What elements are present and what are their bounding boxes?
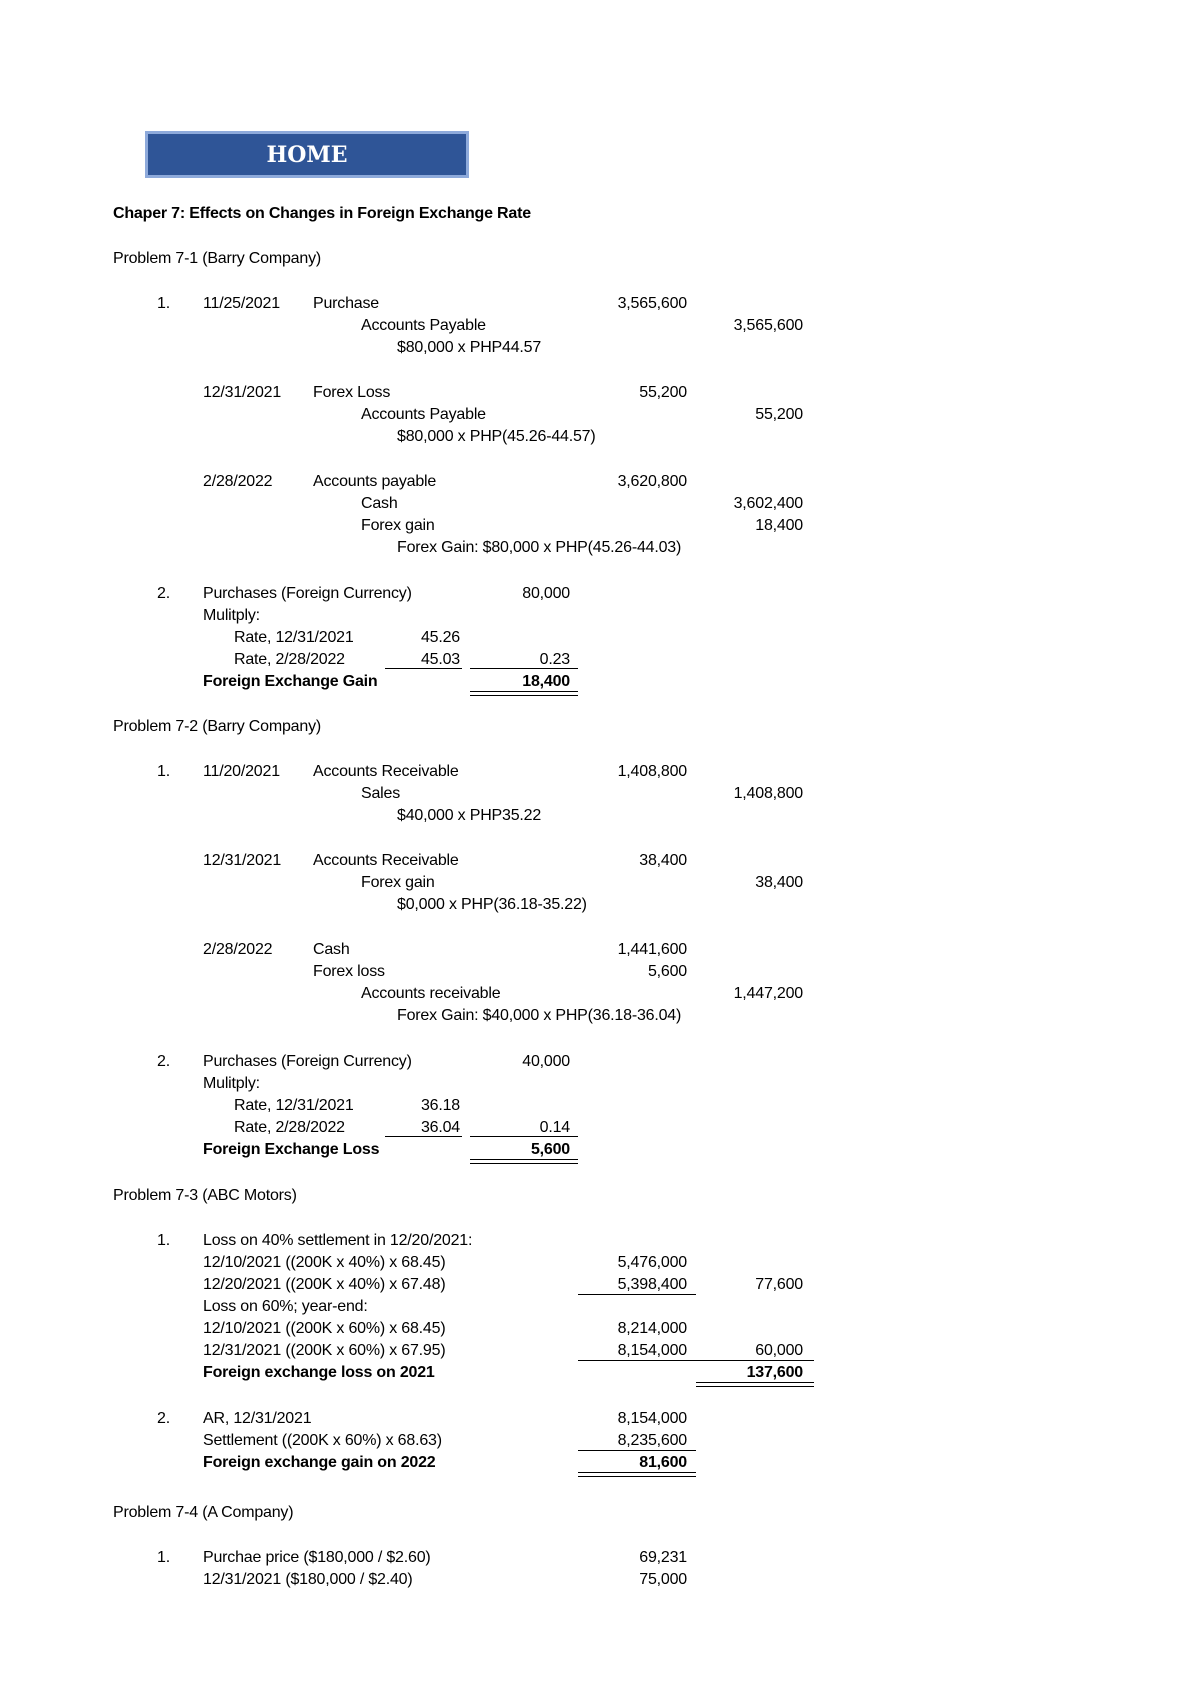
computation-amount: 8,154,000 — [617, 1342, 687, 1359]
underline — [696, 1360, 814, 1361]
credit-amount: 18,400 — [755, 517, 803, 534]
underline — [385, 1136, 462, 1137]
computation-amount: 8,214,000 — [617, 1320, 687, 1337]
debit-amount: 1,408,800 — [617, 763, 687, 780]
credit-amount: 55,200 — [755, 406, 803, 423]
computation-label: 12/10/2021 ((200K x 60%) x 68.45) — [203, 1320, 446, 1337]
debit-account: Purchase — [313, 295, 379, 312]
debit-amount: 3,565,600 — [617, 295, 687, 312]
computation-label: 12/10/2021 ((200K x 40%) x 68.45) — [203, 1254, 446, 1271]
debit-amount: 3,620,800 — [617, 473, 687, 490]
debit-account: Forex Loss — [313, 384, 391, 401]
multiply-label: Mulitply: — [203, 607, 260, 624]
item-number: 1. — [157, 763, 170, 780]
debit-amount: 5,600 — [647, 963, 687, 980]
item-number: 2. — [157, 585, 170, 602]
computation-amount: 5,476,000 — [617, 1254, 687, 1271]
credit-account: Cash — [361, 495, 398, 512]
entry-note: $40,000 x PHP35.22 — [397, 807, 542, 824]
problem-7-3-title: Problem 7-3 (ABC Motors) — [113, 1187, 297, 1204]
computation-label: AR, 12/31/2021 — [203, 1410, 312, 1427]
item-number: 1. — [157, 1232, 170, 1249]
double-underline — [470, 1159, 578, 1164]
problem-7-1-title: Problem 7-1 (Barry Company) — [113, 250, 321, 267]
underline — [578, 1294, 696, 1295]
double-underline — [696, 1382, 814, 1387]
item-number: 2. — [157, 1053, 170, 1070]
entry-date: 11/25/2021 — [203, 295, 280, 312]
debit-account: Accounts Receivable — [313, 852, 459, 869]
computation-label: Loss on 40% settlement in 12/20/2021: — [203, 1232, 473, 1249]
credit-amount: 3,565,600 — [733, 317, 803, 334]
debit-account: Accounts Receivable — [313, 763, 459, 780]
rate-difference: 0.14 — [539, 1119, 570, 1136]
computation-result: 77,600 — [755, 1276, 803, 1293]
entry-date: 12/31/2021 — [203, 384, 282, 401]
total-label: Foreign Exchange Gain — [203, 673, 378, 690]
multiply-label: Mulitply: — [203, 1075, 260, 1092]
credit-account: Accounts Payable — [361, 406, 486, 423]
rate-value: 45.03 — [420, 651, 460, 668]
computation-amount: 5,398,400 — [617, 1276, 687, 1293]
entry-date: 2/28/2022 — [203, 473, 273, 490]
credit-account: Accounts receivable — [361, 985, 501, 1002]
computation-label: 12/31/2021 ($180,000 / $2.40) — [203, 1571, 413, 1588]
rate-label: Rate, 2/28/2022 — [234, 651, 345, 668]
total-amount: 18,400 — [522, 673, 570, 690]
computation-amount: 75,000 — [639, 1571, 687, 1588]
computation-label: Loss on 60%; year-end: — [203, 1298, 368, 1315]
entry-note: Forex Gain: $80,000 x PHP(45.26-44.03) — [397, 539, 682, 556]
problem-7-4-title: Problem 7-4 (A Company) — [113, 1504, 294, 1521]
computation-label: Purchae price ($180,000 / $2.60) — [203, 1549, 431, 1566]
computation-label: Purchases (Foreign Currency) — [203, 585, 412, 602]
entry-note: $80,000 x PHP44.57 — [397, 339, 542, 356]
chapter-title: Chaper 7: Effects on Changes in Foreign Exchange Rate — [113, 205, 531, 222]
item-number: 1. — [157, 295, 170, 312]
computation-label: Purchases (Foreign Currency) — [203, 1053, 412, 1070]
credit-account: Forex gain — [361, 517, 435, 534]
entry-date: 2/28/2022 — [203, 941, 273, 958]
rate-label: Rate, 12/31/2021 — [234, 629, 354, 646]
computation-amount: 69,231 — [639, 1549, 687, 1566]
computation-result: 60,000 — [755, 1342, 803, 1359]
debit-account: Accounts payable — [313, 473, 437, 490]
credit-amount: 1,408,800 — [733, 785, 803, 802]
item-number: 1. — [157, 1549, 170, 1566]
rate-difference: 0.23 — [539, 651, 570, 668]
underline — [470, 668, 578, 669]
computation-label: Settlement ((200K x 60%) x 68.63) — [203, 1432, 442, 1449]
home-button[interactable]: HOME — [145, 131, 469, 178]
credit-account: Forex gain — [361, 874, 435, 891]
double-underline — [578, 1472, 696, 1477]
computation-amount: 40,000 — [522, 1053, 570, 1070]
computation-label: 12/20/2021 ((200K x 40%) x 67.48) — [203, 1276, 446, 1293]
underline — [578, 1360, 696, 1361]
debit-account: Cash — [313, 941, 350, 958]
total-amount: 81,600 — [639, 1454, 687, 1471]
problem-7-2-title: Problem 7-2 (Barry Company) — [113, 718, 321, 735]
computation-label: 12/31/2021 ((200K x 60%) x 67.95) — [203, 1342, 446, 1359]
underline — [470, 1136, 578, 1137]
total-label: Foreign exchange gain on 2022 — [203, 1454, 436, 1471]
credit-amount: 1,447,200 — [733, 985, 803, 1002]
credit-amount: 38,400 — [755, 874, 803, 891]
debit-amount: 38,400 — [639, 852, 687, 869]
entry-date: 11/20/2021 — [203, 763, 280, 780]
rate-label: Rate, 2/28/2022 — [234, 1119, 345, 1136]
underline — [578, 1450, 696, 1451]
rate-value: 36.04 — [420, 1119, 460, 1136]
credit-account: Sales — [361, 785, 401, 802]
credit-account: Accounts Payable — [361, 317, 486, 334]
debit-amount: 55,200 — [639, 384, 687, 401]
entry-date: 12/31/2021 — [203, 852, 282, 869]
debit-account: Forex loss — [313, 963, 385, 980]
entry-note: $80,000 x PHP(45.26-44.57) — [397, 428, 596, 445]
entry-note: Forex Gain: $40,000 x PHP(36.18-36.04) — [397, 1007, 682, 1024]
item-number: 2. — [157, 1410, 170, 1427]
rate-value: 36.18 — [420, 1097, 460, 1114]
entry-note: $0,000 x PHP(36.18-35.22) — [397, 896, 587, 913]
debit-amount: 1,441,600 — [617, 941, 687, 958]
rate-label: Rate, 12/31/2021 — [234, 1097, 354, 1114]
underline — [385, 668, 462, 669]
total-amount: 137,600 — [746, 1364, 803, 1381]
total-label: Foreign Exchange Loss — [203, 1141, 380, 1158]
total-amount: 5,600 — [530, 1141, 570, 1158]
double-underline — [470, 691, 578, 696]
rate-value: 45.26 — [420, 629, 460, 646]
credit-amount: 3,602,400 — [733, 495, 803, 512]
computation-amount: 8,154,000 — [617, 1410, 687, 1427]
computation-amount: 80,000 — [522, 585, 570, 602]
computation-amount: 8,235,600 — [617, 1432, 687, 1449]
total-label: Foreign exchange loss on 2021 — [203, 1364, 435, 1381]
